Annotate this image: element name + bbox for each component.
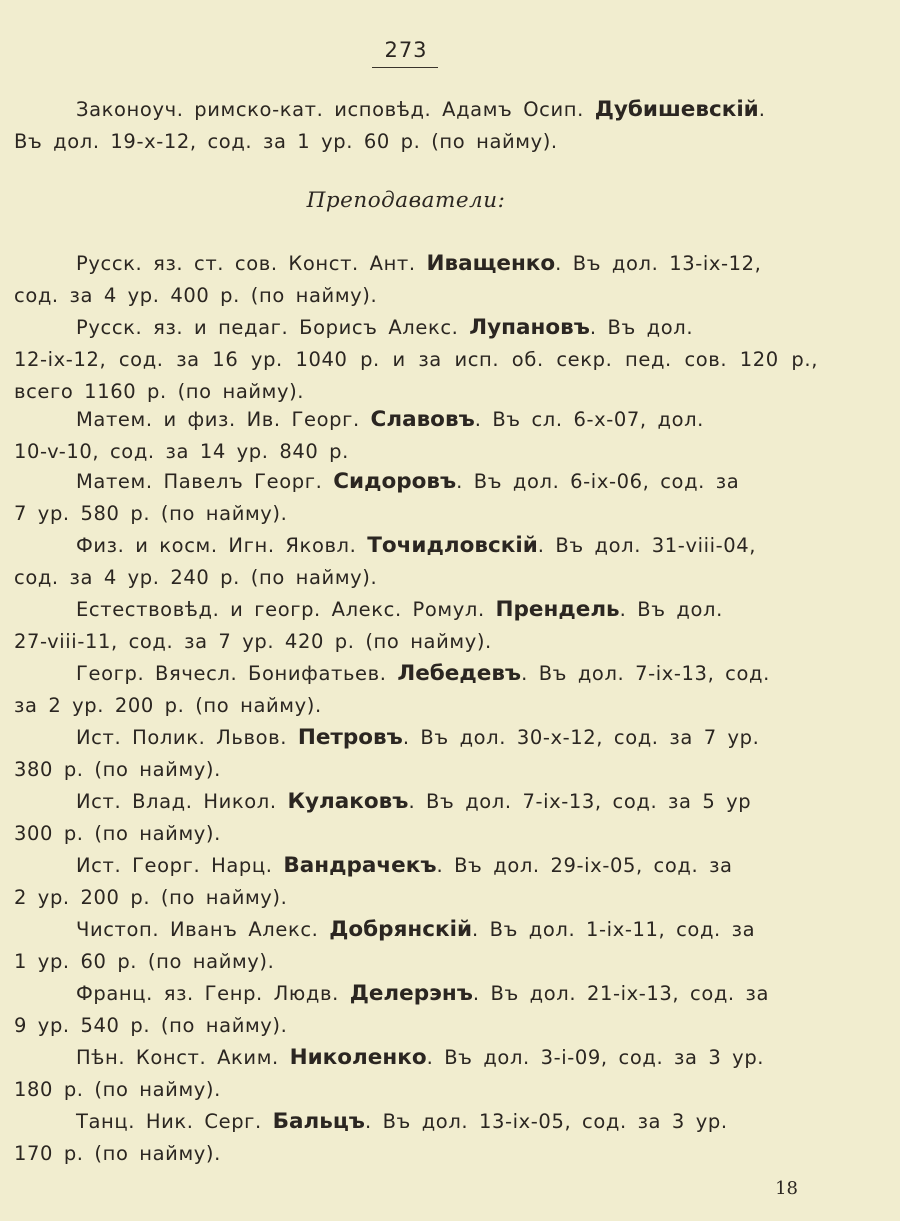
entry-text: . Въ дол. 31-viii-04, xyxy=(537,534,757,557)
entry-first-line xyxy=(14,312,818,344)
teacher-entry xyxy=(14,404,818,468)
teacher-entry xyxy=(14,1106,818,1170)
entry-text: . Въ дол. 3-i-09, сод. за 3 ур. xyxy=(426,1046,765,1069)
surname: Кулаковъ xyxy=(287,789,409,814)
entry-text: . Въ дол. 7-ix-13, сод. xyxy=(521,662,770,685)
teacher-entry xyxy=(14,850,818,914)
entry-text: Чистоп. Иванъ Алекс. xyxy=(76,918,330,941)
teacher-entry xyxy=(14,722,818,786)
entry-continuation: сод. за 4 ур. 400 р. (по найму). xyxy=(14,284,378,307)
entry-text: . Въ дол. 6-ix-06, сод. за xyxy=(456,470,740,493)
teacher-entry xyxy=(14,312,818,408)
entry-text: . Въ дол. xyxy=(619,598,723,621)
teacher-entry xyxy=(14,530,818,594)
entry-continuation: 2 ур. 200 р. (по найму). xyxy=(14,886,288,909)
page-number: 273 xyxy=(384,38,428,62)
entry-text: Физ. и косм. Игн. Яковл. xyxy=(76,534,368,557)
entry-first-line xyxy=(14,786,818,818)
teacher-entry xyxy=(14,1042,818,1106)
entry-continuation: 380 р. (по найму). xyxy=(14,758,221,781)
entry-text: Русск. яз. и педаг. Борисъ Алекс. xyxy=(76,316,470,339)
entry-first-line xyxy=(14,850,818,882)
teacher-entry xyxy=(14,248,818,312)
surname: Лебедевъ xyxy=(397,661,522,686)
entry-text: Франц. яз. Генр. Людв. xyxy=(76,982,350,1005)
surname: Делерэнъ xyxy=(349,981,473,1006)
entry-continuation: за 2 ур. 200 р. (по найму). xyxy=(14,694,322,717)
entry-continuation: сод. за 4 ур. 240 р. (по найму). xyxy=(14,566,378,589)
entry-continuation: 27-viii-11, сод. за 7 ур. 420 р. (по найму). xyxy=(14,630,492,653)
entry-first-line xyxy=(14,404,818,436)
entry-text: . Въ дол. 1-ix-11, сод. за xyxy=(472,918,756,941)
entry-text: Матем. и физ. Ив. Георг. xyxy=(76,408,371,431)
surname: Прендель xyxy=(495,597,620,622)
entry-text: Ист. Влад. Никол. xyxy=(76,790,288,813)
entry-text: . xyxy=(758,98,766,121)
entry-first-line xyxy=(14,248,818,280)
entry-text: Пѣн. Конст. Аким. xyxy=(76,1046,290,1069)
signature-mark: 18 xyxy=(775,1178,798,1199)
surname: Вандрачекъ xyxy=(283,853,437,878)
surname: Дубишевскій xyxy=(594,97,759,122)
teacher-entry xyxy=(14,914,818,978)
teacher-entry xyxy=(14,786,818,850)
entry-first-line xyxy=(14,466,818,498)
entry-text: Естествовѣд. и геогр. Алекс. Ромул. xyxy=(76,598,496,621)
surname: Лупановъ xyxy=(469,315,590,340)
entry-text: Русск. яз. ст. сов. Конст. Ант. xyxy=(76,252,427,275)
entry-continuation: Въ дол. 19-х-12, сод. за 1 ур. 60 р. (по найму). xyxy=(14,130,558,153)
entry-continuation: 12-ix-12, сод. за 16 ур. 1040 р. и за исп. об. секр. пед. сов. 120 р., всего 1160 р. (по найму). xyxy=(14,348,818,403)
teacher-entry xyxy=(14,978,818,1042)
entry-continuation: 300 р. (по найму). xyxy=(14,822,221,845)
entry-text: . Въ дол. 13-ix-12, xyxy=(555,252,762,275)
teacher-entry xyxy=(14,658,818,722)
surname: Иващенко xyxy=(426,251,556,276)
entry-first-line xyxy=(14,722,818,754)
entry-text: Ист. Георг. Нарц. xyxy=(76,854,284,877)
entry-text: Законоуч. римско-кат. исповѣд. Адамъ Осип. xyxy=(76,98,595,121)
entry-first-line xyxy=(14,1042,818,1074)
entry-first-line xyxy=(14,914,818,946)
entry-text: Геогр. Вячесл. Бонифатьев. xyxy=(76,662,398,685)
entry-first-line xyxy=(14,94,818,126)
surname: Добрянскій xyxy=(329,917,473,942)
entry-text: . Въ дол. xyxy=(589,316,694,339)
entry-text: . Въ дол. 29-ix-05, сод. за xyxy=(436,854,733,877)
entry-text: . Въ сл. 6-х-07, дол. xyxy=(474,408,704,431)
surname: Петровъ xyxy=(297,725,403,750)
entry-first-line xyxy=(14,530,818,562)
entry-text: . Въ дол. 7-ix-13, сод. за 5 ур xyxy=(408,790,752,813)
surname: Точидловскій xyxy=(367,533,538,558)
entry-continuation: 1 ур. 60 р. (по найму). xyxy=(14,950,275,973)
entry-text: Ист. Полик. Львов. xyxy=(76,726,298,749)
entry-text: . Въ дол. 13-ix-05, сод. за 3 ур. xyxy=(364,1110,728,1133)
entry-first-line xyxy=(14,978,818,1010)
teacher-entry xyxy=(14,466,818,530)
entry-first-line xyxy=(14,658,818,690)
teacher-entry xyxy=(14,594,818,658)
surname: Николенко xyxy=(289,1045,427,1070)
entry-text: . Въ дол. 21-ix-13, сод. за xyxy=(472,982,770,1005)
entry-text: Танц. Ник. Серг. xyxy=(76,1110,273,1133)
section-heading: Преподаватели: xyxy=(306,188,506,213)
page-number-rule xyxy=(372,67,438,68)
surname: Славовъ xyxy=(370,407,475,432)
entry-continuation: 170 р. (по найму). xyxy=(14,1142,221,1165)
entry-continuation: 180 р. (по найму). xyxy=(14,1078,221,1101)
surname: Бальцъ xyxy=(272,1109,365,1134)
entry-continuation: 9 ур. 540 р. (по найму). xyxy=(14,1014,288,1037)
chaplain-entry xyxy=(14,94,818,158)
entry-continuation: 10-v-10, сод. за 14 ур. 840 р. xyxy=(14,440,349,463)
entry-continuation: 7 ур. 580 р. (по найму). xyxy=(14,502,288,525)
entry-first-line xyxy=(14,594,818,626)
entry-text: Матем. Павелъ Георг. xyxy=(76,470,334,493)
entry-first-line xyxy=(14,1106,818,1138)
surname: Сидоровъ xyxy=(333,469,457,494)
entry-text: . Въ дол. 30-х-12, сод. за 7 ур. xyxy=(402,726,760,749)
